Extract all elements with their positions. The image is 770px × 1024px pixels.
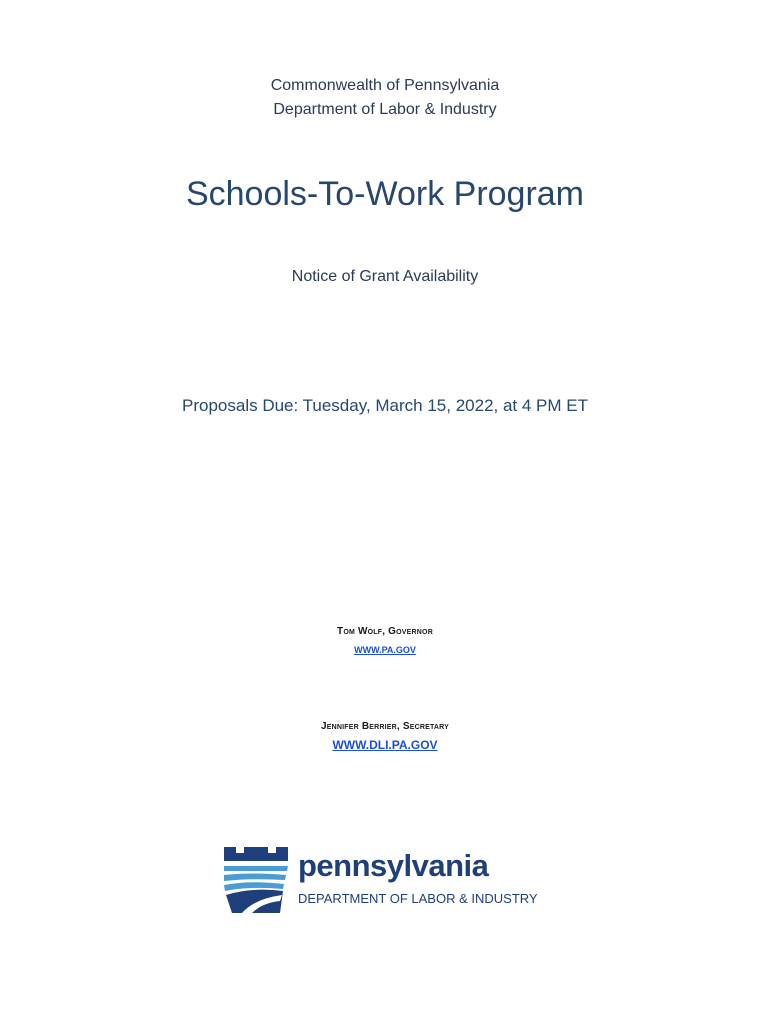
document-header [0,74,770,122]
proposals-due-date: Proposals Due: Tuesday, March 15, 2022, at 4 PM ET [182,396,588,415]
header-department: Department of Labor & Industry [273,101,497,118]
governor-block [0,626,770,658]
governor-website-link[interactable]: WWW.PA.GOV [354,645,416,655]
logo-wordmark: pennsylvania [298,848,489,883]
document-title: Schools-To-Work Program [185,175,585,213]
dli-website-link[interactable]: WWW.DLI.PA.GOV [332,738,438,752]
keystone-icon [222,845,292,915]
logo-department-name: DEPARTMENT OF LABOR & INDUSTRY [298,891,538,906]
secretary-block [0,721,770,754]
governor-name: Tom Wolf, Governor [337,626,433,637]
secretary-name: Jennifer Berrier, Secretary [320,721,450,732]
pa-dli-logo [222,845,552,917]
header-commonwealth: Commonwealth of Pennsylvania [270,77,500,94]
document-subtitle: Notice of Grant Availability [291,268,479,285]
